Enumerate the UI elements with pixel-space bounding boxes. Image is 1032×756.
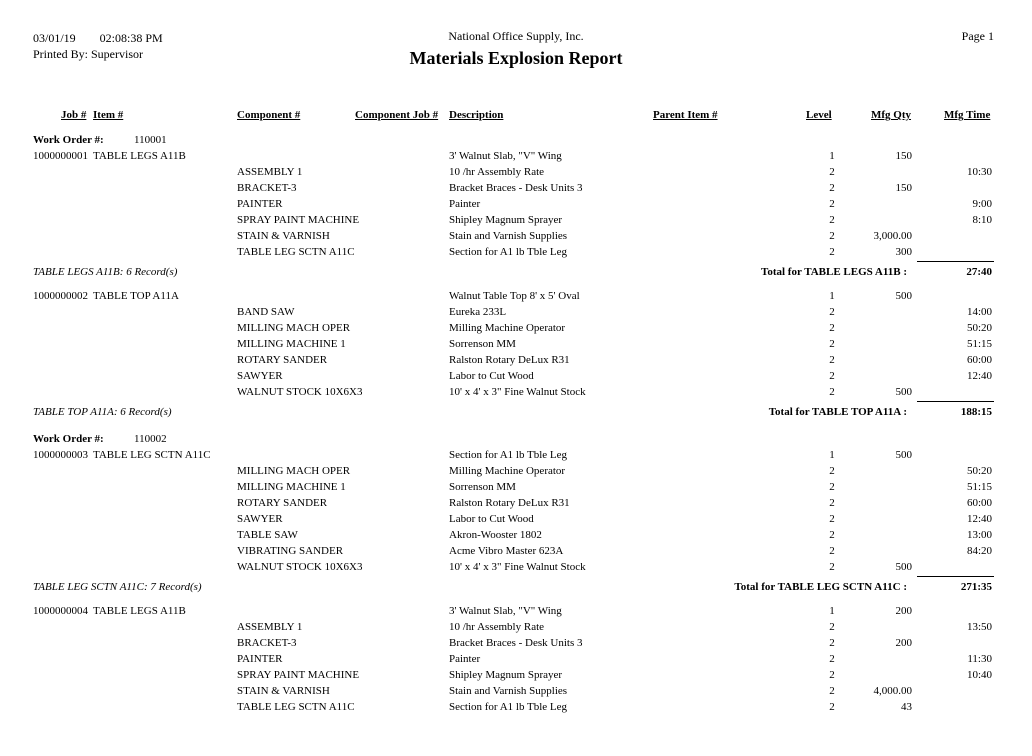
col-header-job: Job # (61, 109, 87, 121)
description: Acme Vibro Master 623A (449, 545, 564, 557)
description: 10 /hr Assembly Rate (449, 621, 545, 633)
work-order-label: Work Order #: (33, 433, 104, 445)
component-number: BAND SAW (237, 306, 295, 318)
description: Bracket Braces - Desk Units 3 (449, 637, 583, 649)
level: 2 (829, 338, 835, 350)
component-number: ASSEMBLY 1 (237, 621, 303, 633)
description: Painter (449, 653, 481, 665)
mfg-time: 8:10 (972, 214, 992, 226)
component-number: VIBRATING SANDER (237, 545, 344, 557)
col-header-level: Level (806, 109, 832, 121)
work-order-number: 110001 (134, 134, 167, 146)
level: 2 (829, 182, 835, 194)
total-label: Total for TABLE LEG SCTN A11C : (734, 581, 907, 593)
description: Milling Machine Operator (449, 322, 566, 334)
mfg-time: 50:20 (966, 322, 992, 334)
description: 10 /hr Assembly Rate (449, 166, 545, 178)
total-time: 188:15 (960, 406, 992, 418)
component-number: TABLE SAW (237, 529, 298, 541)
component-number: WALNUT STOCK 10X6X3 (237, 561, 363, 573)
printed-by: Printed By: Supervisor (33, 47, 143, 61)
level: 2 (829, 354, 835, 366)
description: Ralston Rotary DeLux R31 (449, 497, 570, 509)
component-number: ROTARY SANDER (237, 354, 328, 366)
level: 2 (829, 637, 835, 649)
description: Stain and Varnish Supplies (449, 685, 568, 697)
mfg-qty: 150 (895, 182, 912, 194)
mfg-time: 51:15 (966, 338, 992, 350)
mfg-time: 60:00 (966, 497, 992, 509)
mfg-time: 9:00 (972, 198, 992, 210)
level: 2 (829, 653, 835, 665)
description: 3' Walnut Slab, "V" Wing (449, 605, 562, 617)
description: Section for A1 lb Tble Leg (449, 449, 568, 461)
mfg-time: 12:40 (966, 513, 992, 525)
level: 2 (829, 497, 835, 509)
job-number: 1000000001 (33, 150, 88, 162)
description: Shipley Magnum Sprayer (449, 669, 563, 681)
description: Section for A1 lb Tble Leg (449, 701, 568, 713)
work-order-label: Work Order #: (33, 134, 104, 146)
total-label: Total for TABLE TOP A11A : (768, 406, 907, 418)
description: Akron-Wooster 1802 (449, 529, 542, 541)
mfg-time: 14:00 (966, 306, 992, 318)
total-time: 27:40 (966, 266, 992, 278)
page-number: Page 1 (961, 29, 994, 43)
mfg-qty: 300 (895, 246, 912, 258)
mfg-qty: 3,000.00 (873, 230, 912, 242)
level: 1 (829, 150, 835, 162)
description: Walnut Table Top 8' x 5' Oval (449, 290, 580, 302)
job-number: 1000000002 (33, 290, 88, 302)
mfg-qty: 200 (895, 637, 912, 649)
record-count: TABLE LEGS A11B: 6 Record(s) (33, 266, 178, 278)
mfg-qty: 4,000.00 (873, 685, 912, 697)
item-number: TABLE LEGS A11B (93, 150, 186, 162)
description: Eureka 233L (449, 306, 507, 318)
job-number: 1000000004 (33, 605, 88, 617)
print-time: 02:08:38 PM (99, 31, 163, 45)
mfg-qty: 500 (895, 290, 912, 302)
mfg-time: 51:15 (966, 481, 992, 493)
level: 2 (829, 545, 835, 557)
subtotal-rule (917, 261, 994, 262)
level: 2 (829, 621, 835, 633)
description: Ralston Rotary DeLux R31 (449, 354, 570, 366)
total-label: Total for TABLE LEGS A11B : (761, 266, 907, 278)
company-name: National Office Supply, Inc. (448, 29, 584, 43)
mfg-qty: 200 (895, 605, 912, 617)
description: Sorrenson MM (449, 338, 516, 350)
component-number: SAWYER (237, 370, 283, 382)
item-number: TABLE LEGS A11B (93, 605, 186, 617)
mfg-time: 50:20 (966, 465, 992, 477)
report-title: Materials Explosion Report (409, 48, 623, 68)
level: 2 (829, 198, 835, 210)
mfg-time: 60:00 (966, 354, 992, 366)
col-header-mfg-time: Mfg Time (944, 109, 991, 121)
description: 10' x 4' x 3" Fine Walnut Stock (449, 386, 586, 398)
mfg-time: 84:20 (966, 545, 992, 557)
item-number: TABLE TOP A11A (93, 290, 179, 302)
mfg-qty: 500 (895, 386, 912, 398)
description: Shipley Magnum Sprayer (449, 214, 563, 226)
mfg-time: 10:30 (966, 166, 992, 178)
level: 2 (829, 214, 835, 226)
subtotal-rule (917, 576, 994, 577)
mfg-time: 13:00 (966, 529, 992, 541)
job-number: 1000000003 (33, 449, 88, 461)
mfg-time: 11:30 (967, 653, 992, 665)
component-number: STAIN & VARNISH (237, 685, 330, 697)
component-number: TABLE LEG SCTN A11C (237, 701, 355, 713)
level: 2 (829, 561, 835, 573)
level: 2 (829, 481, 835, 493)
component-number: ROTARY SANDER (237, 497, 328, 509)
col-header-mfg-qty: Mfg Qty (871, 109, 912, 121)
col-header-component-job: Component Job # (355, 109, 439, 121)
component-number: MILLING MACHINE 1 (237, 338, 346, 350)
level: 2 (829, 529, 835, 541)
level: 1 (829, 290, 835, 302)
component-number: BRACKET-3 (237, 637, 297, 649)
mfg-time: 12:40 (966, 370, 992, 382)
total-time: 271:35 (960, 581, 992, 593)
description: Milling Machine Operator (449, 465, 566, 477)
component-number: SPRAY PAINT MACHINE (237, 214, 360, 226)
level: 2 (829, 370, 835, 382)
subtotal-rule (917, 401, 994, 402)
level: 2 (829, 306, 835, 318)
level: 2 (829, 386, 835, 398)
level: 2 (829, 669, 835, 681)
col-header-component: Component # (237, 109, 301, 121)
work-order-number: 110002 (134, 433, 167, 445)
component-number: MILLING MACHINE 1 (237, 481, 346, 493)
component-number: PAINTER (237, 653, 283, 665)
level: 2 (829, 701, 835, 713)
col-header-parent-item: Parent Item # (653, 109, 718, 121)
mfg-qty: 500 (895, 449, 912, 461)
description: 10' x 4' x 3" Fine Walnut Stock (449, 561, 586, 573)
level: 2 (829, 465, 835, 477)
col-header-description: Description (449, 109, 504, 121)
level: 2 (829, 246, 835, 258)
level: 2 (829, 685, 835, 697)
level: 1 (829, 449, 835, 461)
component-number: TABLE LEG SCTN A11C (237, 246, 355, 258)
description: Painter (449, 198, 481, 210)
print-date: 03/01/19 (33, 31, 76, 45)
level: 2 (829, 322, 835, 334)
component-number: PAINTER (237, 198, 283, 210)
col-header-item: Item # (93, 109, 124, 121)
level: 2 (829, 230, 835, 242)
component-number: WALNUT STOCK 10X6X3 (237, 386, 363, 398)
component-number: MILLING MACH OPER (237, 465, 351, 477)
component-number: BRACKET-3 (237, 182, 297, 194)
level: 2 (829, 166, 835, 178)
mfg-time: 13:50 (966, 621, 992, 633)
level: 2 (829, 513, 835, 525)
component-number: SPRAY PAINT MACHINE (237, 669, 360, 681)
component-number: ASSEMBLY 1 (237, 166, 303, 178)
level: 1 (829, 605, 835, 617)
description: Labor to Cut Wood (449, 513, 534, 525)
mfg-qty: 150 (895, 150, 912, 162)
description: Section for A1 lb Tble Leg (449, 246, 568, 258)
description: Labor to Cut Wood (449, 370, 534, 382)
mfg-qty: 43 (901, 701, 912, 713)
component-number: STAIN & VARNISH (237, 230, 330, 242)
mfg-qty: 500 (895, 561, 912, 573)
description: Stain and Varnish Supplies (449, 230, 568, 242)
description: 3' Walnut Slab, "V" Wing (449, 150, 562, 162)
component-number: MILLING MACH OPER (237, 322, 351, 334)
item-number: TABLE LEG SCTN A11C (93, 449, 211, 461)
component-number: SAWYER (237, 513, 283, 525)
record-count: TABLE TOP A11A: 6 Record(s) (33, 406, 172, 418)
description: Bracket Braces - Desk Units 3 (449, 182, 583, 194)
description: Sorrenson MM (449, 481, 516, 493)
mfg-time: 10:40 (966, 669, 992, 681)
record-count: TABLE LEG SCTN A11C: 7 Record(s) (33, 581, 202, 593)
